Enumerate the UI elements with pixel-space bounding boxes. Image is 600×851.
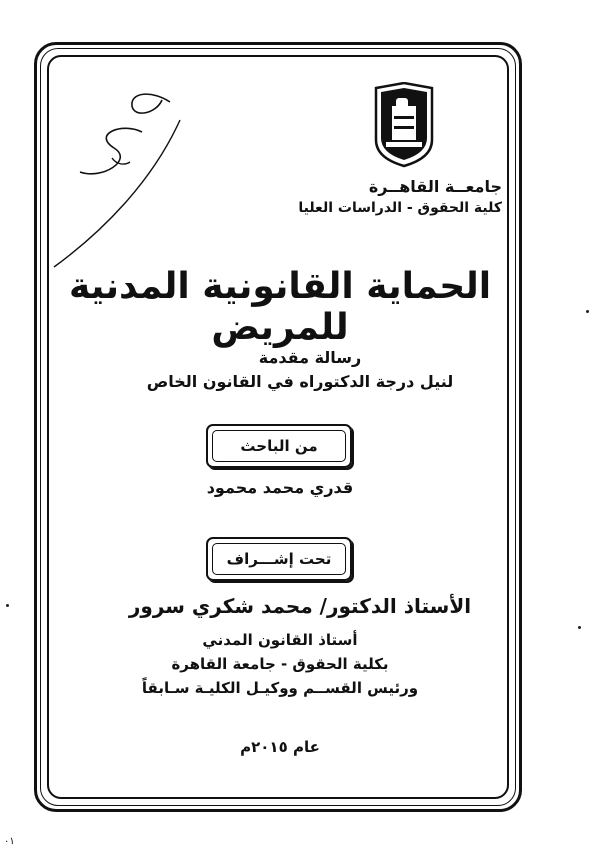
handwritten-signature — [52, 62, 192, 272]
supervisor-affiliation: بكلية الحقوق - جامعة القاهرة — [171, 655, 389, 673]
scan-speck — [6, 604, 9, 607]
scan-speck — [578, 626, 581, 629]
subtitle-line-2: لنيل درجة الدكتوراه في القانون الخاص — [146, 372, 454, 391]
supervision-label: تحت إشـــراف — [212, 543, 346, 575]
thesis-subtitle — [0, 346, 600, 394]
researcher-name: قدري محمد محمود — [206, 478, 354, 497]
supervisor-title: أستاذ القانون المدني — [202, 631, 358, 649]
year: عام ٢٠١٥م — [240, 738, 320, 756]
researcher-label-box — [206, 424, 352, 468]
page-mark: ٠١ — [4, 836, 15, 847]
supervision-label-box — [206, 537, 352, 581]
researcher-label: من الباحث — [212, 430, 346, 462]
supervisor-details — [0, 628, 560, 700]
cairo-university-logo — [372, 82, 436, 168]
supervisor-role: ورئيس القســم ووكيـل الكليـة سـابقاً — [141, 679, 419, 697]
thesis-title: الحماية القانونية المدنية للمريض — [68, 266, 492, 348]
subtitle-line-1: رسالة مقدمة — [258, 348, 362, 367]
faculty-name: كلية الحقوق - الدراسات العليا — [298, 200, 502, 216]
supervisor-name: الأستاذ الدكتور/ محمد شكري سرور — [128, 594, 472, 618]
university-name: جامعــة القاهــرة — [368, 177, 502, 196]
scan-speck — [586, 310, 589, 313]
university-header — [298, 176, 502, 218]
